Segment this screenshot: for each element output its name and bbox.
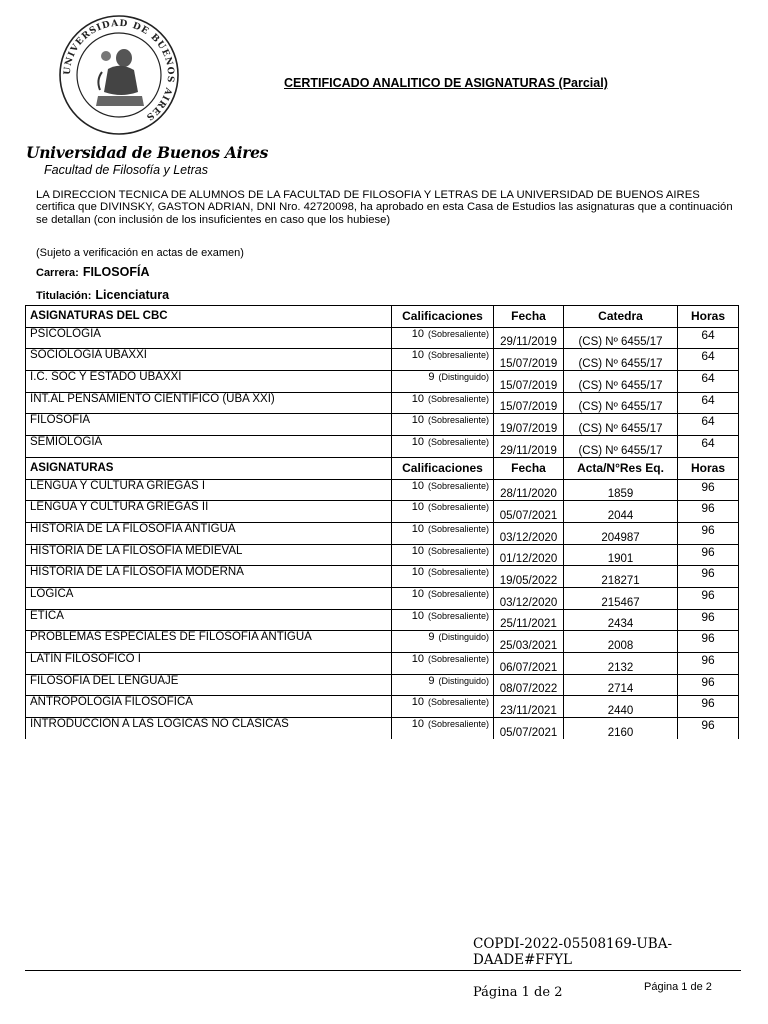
grade-cell: [392, 327, 494, 349]
verification-note: (Sujeto a verificación en actas de examen): [36, 247, 244, 259]
table-row: [26, 609, 739, 631]
table-row: [26, 674, 739, 696]
faculty-name: Facultad de Filosofía y Letras: [44, 163, 208, 177]
exam-date: 19/05/2022: [494, 566, 564, 588]
table-row: [26, 718, 739, 740]
exam-date: 15/07/2019: [494, 392, 564, 414]
record-reference: (CS) Nº 6455/17: [564, 436, 678, 458]
subject-name: PSICOLOGIA: [26, 327, 392, 349]
seal-text: UNIVERSIDAD DE BUENOS AIRES: [62, 18, 176, 123]
cbc-header-subject: ASIGNATURAS DEL CBC: [26, 306, 392, 328]
grade-value: 10: [411, 479, 424, 492]
subject-name: LÓGICA: [26, 587, 392, 609]
record-reference: 2132: [564, 653, 678, 675]
table-row: [26, 501, 739, 523]
grade-value: 9: [428, 674, 435, 687]
table-row: [26, 349, 739, 371]
grade-cell: [392, 631, 494, 653]
record-reference: (CS) Nº 6455/17: [564, 392, 678, 414]
grade-qualifier: (Sobresaliente): [427, 697, 489, 708]
subject-name: INT.AL PENSAMIENTO CIENTIFICO (UBA XXI): [26, 392, 392, 414]
grade-qualifier: (Sobresaliente): [427, 415, 489, 426]
grade-qualifier: (Sobresaliente): [427, 545, 489, 556]
record-reference: 1901: [564, 544, 678, 566]
record-reference: 2160: [564, 718, 678, 740]
table-row: [26, 587, 739, 609]
grade-value: 10: [411, 501, 424, 514]
table-row: [26, 436, 739, 458]
exam-date: 15/07/2019: [494, 371, 564, 393]
subject-name: SEMIOLOGÍA: [26, 436, 392, 458]
table-row: [26, 522, 739, 544]
record-reference: 2008: [564, 631, 678, 653]
main-header-hours: Horas: [678, 457, 739, 479]
record-reference: 2714: [564, 674, 678, 696]
grade-cell: [392, 609, 494, 631]
record-reference: 215467: [564, 587, 678, 609]
grade-cell: [392, 696, 494, 718]
subject-name: FILOSOFÍA DEL LENGUAJE: [26, 674, 392, 696]
degree-value: Licenciatura: [95, 288, 170, 302]
table-row: [26, 371, 739, 393]
grade-cell: [392, 674, 494, 696]
cbc-header-date: Fecha: [494, 306, 564, 328]
subject-name: ÉTICA: [26, 609, 392, 631]
grade-qualifier: (Sobresaliente): [427, 567, 489, 578]
record-reference: 1859: [564, 479, 678, 501]
grade-value: 10: [411, 609, 424, 622]
grade-qualifier: (Sobresaliente): [427, 393, 489, 404]
grade-cell: [392, 392, 494, 414]
record-reference: 2440: [564, 696, 678, 718]
grade-cell: [392, 718, 494, 740]
hours-value: 64: [678, 392, 739, 414]
hours-value: 96: [678, 696, 739, 718]
table-row: [26, 414, 739, 436]
record-reference: (CS) Nº 6455/17: [564, 414, 678, 436]
grade-value: 9: [428, 631, 435, 644]
hours-value: 64: [678, 436, 739, 458]
grade-value: 10: [411, 544, 424, 557]
hours-value: 64: [678, 371, 739, 393]
hours-value: 96: [678, 522, 739, 544]
table-row: [26, 566, 739, 588]
document-reference: COPDI-2022-05508169-UBA-DAADE#FFYL: [473, 936, 672, 968]
grade-qualifier: (Sobresaliente): [427, 502, 489, 513]
grade-qualifier: (Distinguido): [438, 675, 489, 686]
hours-value: 64: [678, 327, 739, 349]
grade-qualifier: (Sobresaliente): [427, 654, 489, 664]
subject-name: INTRODUCCION A LAS LOGICAS NO CLASICAS: [26, 718, 392, 740]
grade-value: 10: [411, 436, 424, 449]
record-reference: 218271: [564, 566, 678, 588]
main-header-row: [26, 457, 739, 479]
record-reference: (CS) Nº 6455/17: [564, 371, 678, 393]
exam-date: 08/07/2022: [494, 674, 564, 696]
subject-name: HISTORIA DE LA FILOSOFÍA MEDIEVAL: [26, 544, 392, 566]
hours-value: 96: [678, 566, 739, 588]
grade-cell: [392, 501, 494, 523]
exam-date: 01/12/2020: [494, 544, 564, 566]
subject-name: HISTORIA DE LA FILOSOFÍA ANTIGUA: [26, 522, 392, 544]
exam-date: 03/12/2020: [494, 522, 564, 544]
subject-name: PROBLEMAS ESPECIALES DE FILOSOFÍA ANTIGUA: [26, 631, 392, 653]
grade-value: 9: [428, 371, 435, 384]
cbc-header-hours: Horas: [678, 306, 739, 328]
main-header-subject: ASIGNATURAS: [26, 457, 392, 479]
page-number: Página 1 de 2: [644, 981, 712, 993]
hours-value: 96: [678, 587, 739, 609]
career-line: [36, 265, 149, 279]
grade-cell: [392, 544, 494, 566]
record-reference: 204987: [564, 522, 678, 544]
grade-value: 10: [411, 414, 424, 427]
hours-value: 64: [678, 414, 739, 436]
hours-value: 96: [678, 501, 739, 523]
subject-name: LENGUA Y CULTURA GRIEGAS II: [26, 501, 392, 523]
exam-date: 29/11/2019: [494, 436, 564, 458]
main-header-grades: Calificaciones: [392, 457, 494, 479]
hours-value: 96: [678, 609, 739, 631]
grade-qualifier: (Sobresaliente): [427, 437, 489, 448]
table-row: [26, 696, 739, 718]
grade-value: 10: [411, 327, 424, 340]
grade-value: 10: [411, 653, 424, 665]
hours-value: 96: [678, 544, 739, 566]
exam-date: 15/07/2019: [494, 349, 564, 371]
record-reference: (CS) Nº 6455/17: [564, 349, 678, 371]
grade-qualifier: (Sobresaliente): [427, 719, 489, 730]
subject-name: FILOSOFIA: [26, 414, 392, 436]
table-row: [26, 327, 739, 349]
grade-cell: [392, 566, 494, 588]
grade-value: 10: [411, 349, 424, 362]
certification-text: LA DIRECCION TECNICA DE ALUMNOS DE LA FACULTAD DE FILOSOFIA Y LETRAS DE LA UNIVERSIDAD DE BUENOS AIRES certifica que DIVINSKY, GASTON ADRIAN, DNI Nro. 42720098, ha aprobado en esta Casa de Estudios las asignaturas que a continuación se detallan (con inclusión de los insuficientes en caso que los hubiese): [36, 189, 733, 226]
exam-date: 06/07/2021: [494, 653, 564, 675]
subject-name: I.C. SOC Y ESTADO UBAXXI: [26, 371, 392, 393]
exam-date: 28/11/2020: [494, 479, 564, 501]
subject-name: SOCIOLOGIA UBAXXI: [26, 349, 392, 371]
table-row: [26, 479, 739, 501]
grade-cell: [392, 479, 494, 501]
exam-date: 25/11/2021: [494, 609, 564, 631]
grade-value: 10: [411, 566, 424, 579]
table-row: [26, 631, 739, 653]
cbc-header-grades: Calificaciones: [392, 306, 494, 328]
exam-date: 25/03/2021: [494, 631, 564, 653]
grade-value: 10: [411, 392, 424, 405]
table-row: [26, 392, 739, 414]
cbc-header-chair: Catedra: [564, 306, 678, 328]
hours-value: 64: [678, 349, 739, 371]
grade-qualifier: (Sobresaliente): [427, 350, 489, 361]
grade-cell: [392, 371, 494, 393]
subject-name: ANTROPOLOGIA FILOSÓFICA: [26, 696, 392, 718]
table-row: [26, 653, 739, 675]
grade-cell: [392, 436, 494, 458]
grade-cell: [392, 587, 494, 609]
hours-value: 96: [678, 718, 739, 740]
degree-line: [36, 288, 169, 302]
degree-label: Titulación:: [36, 290, 92, 302]
exam-date: 29/11/2019: [494, 327, 564, 349]
grade-value: 10: [411, 587, 424, 600]
exam-date: 05/07/2021: [494, 501, 564, 523]
page-number-serif: Página 1 de 2: [473, 985, 563, 1000]
grade-cell: [392, 653, 494, 675]
career-label: Carrera:: [36, 267, 79, 279]
exam-date: 05/07/2021: [494, 718, 564, 740]
subject-name: HISTORIA DE LA FILOSOFÍA MODERNA: [26, 566, 392, 588]
grade-qualifier: (Distinguido): [438, 632, 489, 643]
grade-value: 10: [411, 696, 424, 709]
grade-value: 10: [411, 718, 424, 731]
main-header-date: Fecha: [494, 457, 564, 479]
table-row: [26, 544, 739, 566]
exam-date: 19/07/2019: [494, 414, 564, 436]
footer-divider: [25, 970, 741, 971]
record-reference: (CS) Nº 6455/17: [564, 327, 678, 349]
hours-value: 96: [678, 479, 739, 501]
grade-cell: [392, 414, 494, 436]
grade-qualifier: (Sobresaliente): [427, 523, 489, 534]
document-title: CERTIFICADO ANALITICO DE ASIGNATURAS (Parcial): [284, 76, 608, 90]
exam-date: 23/11/2021: [494, 696, 564, 718]
record-reference: 2044: [564, 501, 678, 523]
university-seal: [58, 14, 180, 136]
hours-value: 96: [678, 631, 739, 653]
grade-qualifier: (Sobresaliente): [427, 328, 489, 339]
grade-qualifier: (Distinguido): [438, 372, 489, 383]
grades-table: [25, 305, 739, 739]
cbc-header-row: [26, 306, 739, 328]
hours-value: 96: [678, 674, 739, 696]
subject-name: LATIN FILOSÓFICO I: [26, 653, 392, 675]
grade-qualifier: (Sobresaliente): [427, 610, 489, 621]
main-header-record: Acta/N°Res Eq.: [564, 457, 678, 479]
subject-name: LENGUA Y CULTURA GRIEGAS I: [26, 479, 392, 501]
grade-cell: [392, 349, 494, 371]
grade-value: 10: [411, 522, 424, 535]
grade-qualifier: (Sobresaliente): [427, 480, 489, 491]
grade-qualifier: (Sobresaliente): [427, 588, 489, 599]
grade-cell: [392, 522, 494, 544]
hours-value: 96: [678, 653, 739, 675]
exam-date: 03/12/2020: [494, 587, 564, 609]
career-value: FILOSOFÍA: [82, 265, 150, 279]
record-reference: 2434: [564, 609, 678, 631]
university-name: Universidad de Buenos Aires: [26, 143, 269, 162]
